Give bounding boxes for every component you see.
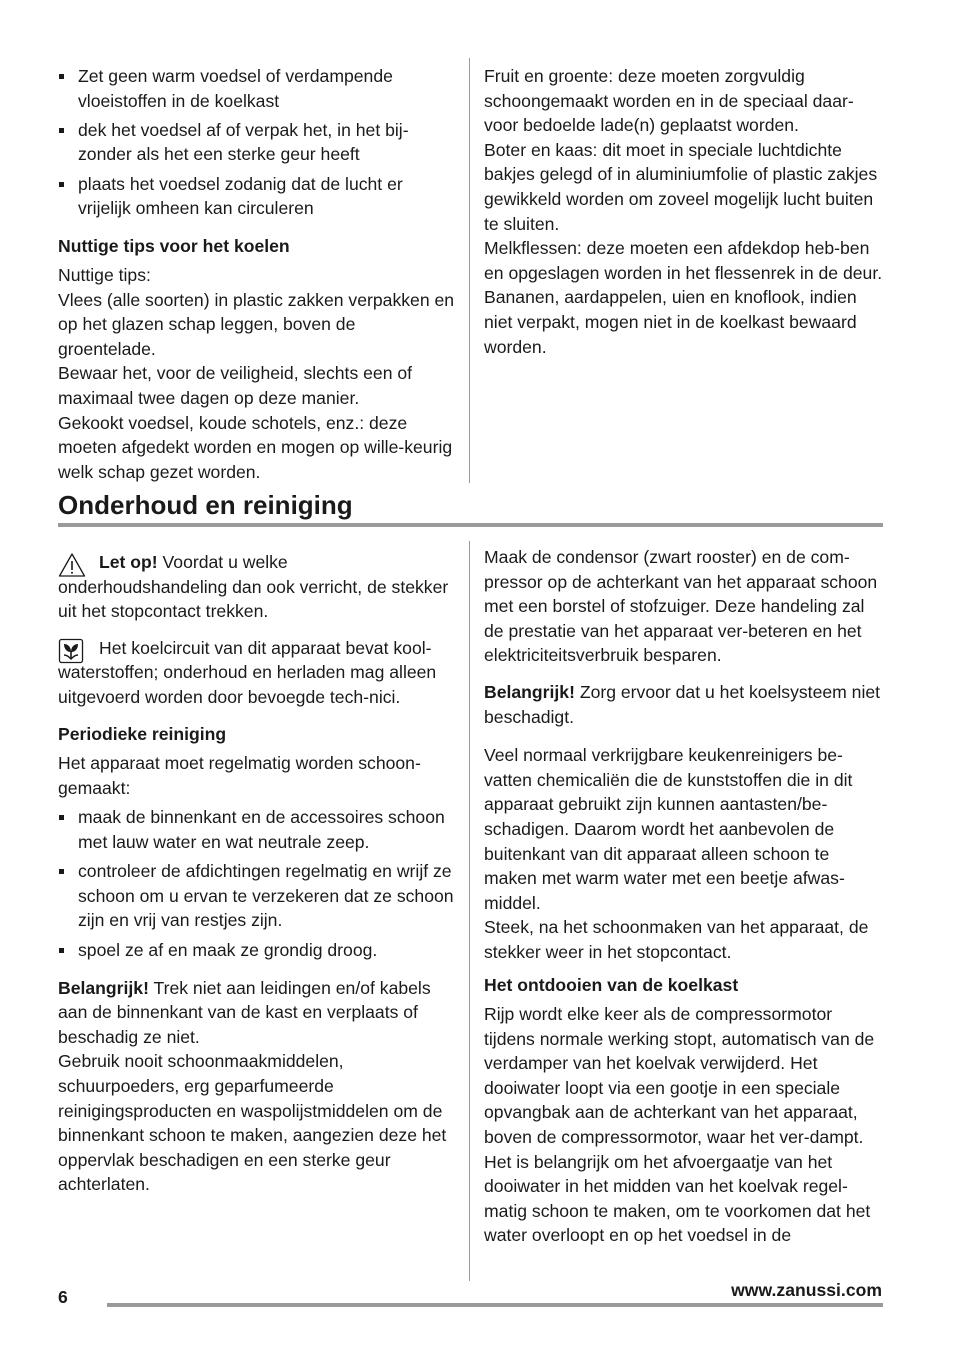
plug-paragraph: Steek, na het schoonmaken van het apparaat, de stekker weer in het stopcontact. (484, 917, 869, 962)
top-right-column (484, 64, 884, 359)
important-label: Belangrijk! (58, 977, 149, 998)
cleaning-intro: Het apparaat moet regelmatig worden schoon-gemaakt: (58, 753, 421, 798)
website-url: www.zanussi.com (731, 1280, 882, 1300)
storage-bullet-list (58, 64, 458, 221)
page-number: 6 (58, 1287, 68, 1307)
tips-line: Bewaar het, voor de veiligheid, slechts een of maximaal twee dagen op deze manier. (58, 363, 413, 408)
column-divider (469, 541, 470, 1281)
tips-line: Fruit en groente: deze moeten zorgvuldig schoongemaakt worden en in de speciaal daar-voor bedoelde lade(n) geplaatst worden. (484, 66, 854, 136)
list-item: maak de binnenkant en de accessoires schoon met lauw water en wat neutrale zeep. (58, 805, 458, 854)
list-item: dek het voedsel af of verpak het, in het bij-zonder als het een sterke geur heeft (58, 118, 458, 167)
important-text: Zorg ervoor dat u het koelsysteem niet beschadigt. (484, 681, 881, 727)
important-text: Trek niet aan leidingen en/of kabels aan de binnenkant van de kast en verplaats of beschadig ze niet. (58, 977, 431, 1047)
tips-line: Bananen, aardappelen, uien en knoflook, indien niet verpakt, mogen niet in de koelkast bewaard worden. (484, 287, 857, 357)
bottom-right-column (484, 545, 884, 1248)
bottom-left-column (58, 550, 458, 1197)
warning-triangle-icon (58, 552, 86, 585)
cooling-tips-heading: Nuttige tips voor het koelen (58, 236, 290, 257)
important-label: Belangrijk! (484, 681, 575, 702)
important-note (58, 976, 458, 1050)
condenser-paragraph: Maak de condensor (zwart rooster) en de com-pressor op de achterkant van het apparaat schoon met een borstel of stofzuiger. Deze handeling zal de prestatie van het apparaat ver-beteren en het elektriciteitsverbruik besparen. (484, 547, 878, 666)
caution-text: Voordat u welke onderhoudshandeling dan ook verricht, de stekker uit het stopcontact trekken. (58, 552, 449, 622)
drain-paragraph: Het is belangrijk om het afvoergaatje van het dooiwater in het midden van het koelvak regel-matig schoon te maken, om te voorkomen dat het water overloopt en op het voedsel in de (484, 1151, 871, 1246)
list-item: spoel ze af en maak ze grondig droog. (58, 938, 458, 963)
environment-icon (58, 638, 84, 671)
cleaning-warning: Gebruik nooit schoonmaakmiddelen, schuurpoeders, erg geparfumeerde reinigingsproducten en waspolijstmiddelen om de binnenkant schoon te maken, aangezien deze het oppervlak beschadigen en een sterke geur achterlaten. (58, 1051, 447, 1195)
list-item: plaats het voedsel zodanig dat de lucht er vrijelijk omheen kan circuleren (58, 172, 458, 221)
cleaners-paragraph: Veel normaal verkrijgbare keukenreinigers be-vatten chemicaliën die de kunststoffen die in dit apparaat gebruikt zijn kunnen aantasten/be-schadigen. Daarom wordt het aanbevolen de buitenkant van dit apparaat alleen schoon te maken met warm water met een beetje afwas-middel. (484, 745, 853, 913)
important-note (484, 680, 884, 729)
tips-line: Gekookt voedsel, koude schotels, enz.: deze moeten afgedekt worden en mogen op wille-keurig welk schap gezet worden. (58, 412, 453, 482)
tips-line: Nuttige tips: (58, 264, 151, 285)
caution-label: Let op! (99, 552, 158, 572)
footer-rule (107, 1303, 883, 1307)
environment-notice (58, 636, 458, 710)
column-divider (469, 58, 470, 483)
defrosting-heading: Het ontdooien van de koelkast (484, 974, 739, 995)
caution-notice (58, 550, 458, 624)
tips-line: Melkflessen: deze moeten een afdekdop heb-ben en opgeslagen worden in het flessenrek in de deur. (484, 238, 883, 283)
tips-line: Boter en kaas: dit moet in speciale luchtdichte bakjes gelegd of in aluminiumfolie of plastic zakjes gewikkeld worden om zoveel mogelijk lucht buiten te sluiten. (484, 139, 878, 234)
periodic-cleaning-heading: Periodieke reiniging (58, 723, 227, 744)
section-rule (58, 523, 883, 527)
list-item: Zet geen warm voedsel of verdampende vloeistoffen in de koelkast (58, 64, 458, 113)
top-left-column (58, 64, 458, 484)
list-item: controleer de afdichtingen regelmatig en wrijf ze schoon om u ervan te verzekeren dat ze schoon zijn en vrij van restjes zijn. (58, 859, 458, 933)
cleaning-bullet-list (58, 805, 458, 962)
defrost-paragraph: Rijp wordt elke keer als de compressormotor tijdens normale werking stopt, automatisch van de verdamper van het koelvak verwijderd. Het dooiwater loopt via een gootje in een speciale opvangbak aan de achterkant van het apparaat, boven de compressormotor, waar het ver-dampt. (484, 1004, 875, 1148)
environment-text: Het koelcircuit van dit apparaat bevat kool-waterstoffen; onderhoud en herladen mag alleen uitgevoerd worden door bevoegde tech-nici. (58, 637, 437, 707)
tips-line: Vlees (alle soorten) in plastic zakken verpakken en op het glazen schap leggen, boven de groentelade. (58, 289, 455, 359)
section-title: Onderhoud en reiniging (58, 490, 353, 520)
